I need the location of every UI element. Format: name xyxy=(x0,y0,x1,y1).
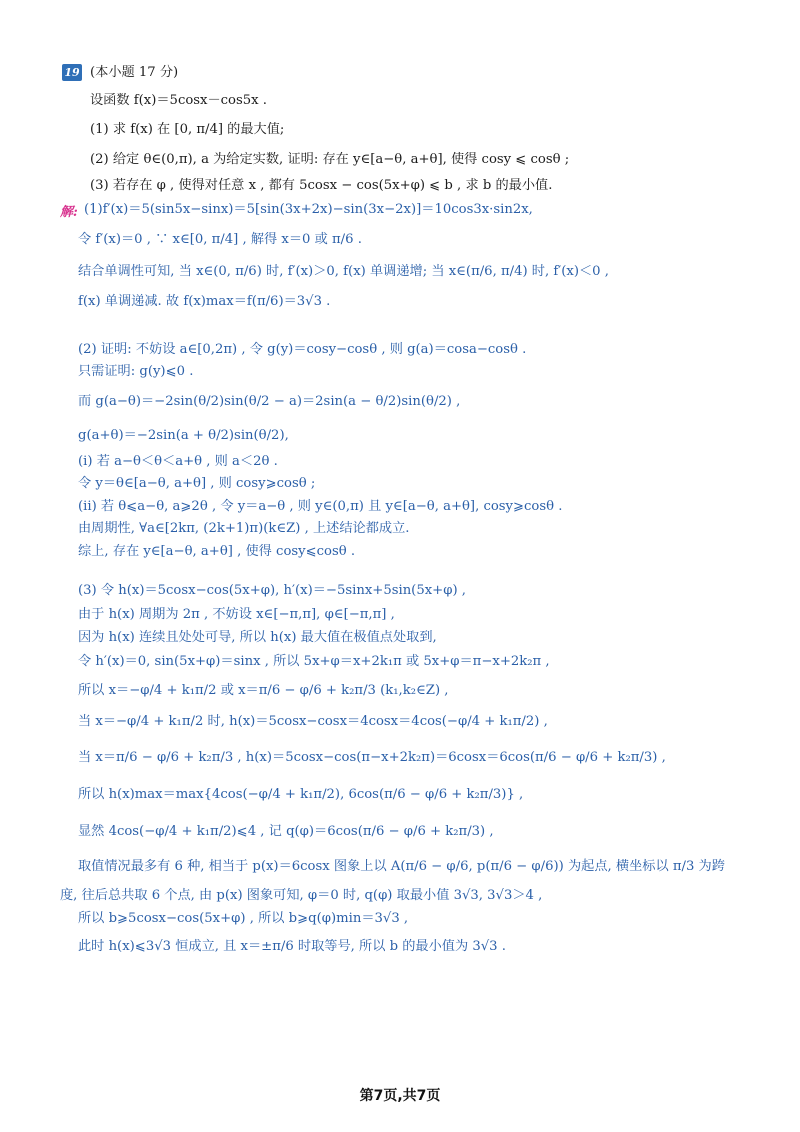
solution-line: 所以 h(x)max＝max{4cos(−φ/4 + k₁π/2), 6cos(π/6 − φ/6 + k₂π/3)} , xyxy=(78,787,524,802)
solution-line: 令 y＝θ∈[a−θ, a+θ] , 则 cosy⩾cosθ ; xyxy=(78,476,316,491)
solution-line: 由周期性, ∀a∈[2kπ, (2k+1)π)(k∈Z) , 上述结论都成立. xyxy=(78,521,410,536)
solution-line: g(a+θ)＝−2sin(a + θ/2)sin(θ/2), xyxy=(78,428,289,443)
solution-line: 取值情况最多有 6 种, 相当于 p(x)＝6cosx 图象上以 A(π/6 − φ/6, p(π/6 − φ/6)) 为起点, 横坐标以 π/3 为跨 xyxy=(78,859,725,874)
solution-line: 而 g(a−θ)＝−2sin(θ/2)sin(θ/2 − a)＝2sin(a − θ/2)sin(θ/2) , xyxy=(78,394,461,409)
solution-label: 解: xyxy=(60,205,78,220)
solution-line: 当 x＝π/6 − φ/6 + k₂π/3 , h(x)＝5cosx−cos(π−x+2k₂π)＝6cosx＝6cos(π/6 − φ/6 + k₂π/3) , xyxy=(78,750,666,765)
solution-line: 由于 h(x) 周期为 2π , 不妨设 x∈[−π,π], φ∈[−π,π] , xyxy=(78,607,395,622)
solution-line: 当 x＝−φ/4 + k₁π/2 时, h(x)＝5cosx−cosx＝4cosx＝4cos(−φ/4 + k₁π/2) , xyxy=(78,714,548,729)
solution-line: 令 f′(x)＝0 , ∵ x∈[0, π/4] , 解得 x＝0 或 π/6 . xyxy=(78,232,362,247)
problem-number-badge: 19 xyxy=(62,64,82,81)
problem-header: (本小题 17 分) xyxy=(90,65,179,80)
problem-line: 设函数 f(x)＝5cosx－cos5x . xyxy=(90,93,267,108)
solution-line: (i) 若 a−θ＜θ＜a+θ , 则 a＜2θ . xyxy=(78,454,278,469)
solution-line: (ii) 若 θ⩽a−θ, a⩾2θ , 令 y＝a−θ , 则 y∈(0,π) 且 y∈[a−θ, a+θ], cosy⩾cosθ . xyxy=(78,499,563,514)
solution-line: 因为 h(x) 连续且处处可导, 所以 h(x) 最大值在极值点处取到, xyxy=(78,630,437,645)
solution-line: (2) 证明: 不妨设 a∈[0,2π) , 令 g(y)＝cosy−cosθ , 则 g(a)＝cosa−cosθ . xyxy=(78,342,527,357)
solution-line: 所以 x＝−φ/4 + k₁π/2 或 x＝π/6 − φ/6 + k₂π/3 (k₁,k₂∈Z) , xyxy=(78,683,449,698)
solution-line: 显然 4cos(−φ/4 + k₁π/2)⩽4 , 记 q(φ)＝6cos(π/6 − φ/6 + k₂π/3) , xyxy=(78,824,494,839)
solution-line: (3) 令 h(x)＝5cosx−cos(5x+φ), h′(x)＝−5sinx+5sin(5x+φ) , xyxy=(78,583,466,598)
problem-line: (2) 给定 θ∈(0,π), a 为给定实数, 证明: 存在 y∈[a−θ, a+θ], 使得 cosy ⩽ cosθ ; xyxy=(90,152,570,167)
solution-line: 令 h′(x)＝0, sin(5x+φ)＝sinx , 所以 5x+φ＝x+2k₁π 或 5x+φ＝π−x+2k₂π , xyxy=(78,654,550,669)
solution-line: 此时 h(x)⩽3√3 恒成立, 且 x＝±π/6 时取等号, 所以 b 的最小值为 3√3 . xyxy=(78,939,506,954)
solution-line: (1)f′(x)＝5(sin5x−sinx)＝5[sin(3x+2x)−sin(3x−2x)]＝10cos3x·sin2x, xyxy=(84,202,533,217)
solution-line: 只需证明: g(y)⩽0 . xyxy=(78,364,194,379)
solution-line: 所以 b⩾5cosx−cos(5x+φ) , 所以 b⩾q(φ)min＝3√3 , xyxy=(78,911,409,926)
solution-line: 综上, 存在 y∈[a−θ, a+θ] , 使得 cosy⩽cosθ . xyxy=(78,544,356,559)
solution-line: f(x) 单调递减. 故 f(x)max＝f(π/6)＝3√3 . xyxy=(78,294,331,309)
page-footer: 第7页,共7页 xyxy=(359,1088,441,1104)
solution-line: 结合单调性可知, 当 x∈(0, π/6) 时, f′(x)＞0, f(x) 单调递增; 当 x∈(π/6, π/4) 时, f′(x)＜0 , xyxy=(78,264,609,279)
problem-line: (3) 若存在 φ , 使得对任意 x , 都有 5cosx − cos(5x+φ) ⩽ b , 求 b 的最小值. xyxy=(90,178,553,193)
solution-line: 度, 往后总共取 6 个点, 由 p(x) 图象可知, φ＝0 时, q(φ) 取最小值 3√3, 3√3＞4 , xyxy=(60,888,543,903)
problem-line: (1) 求 f(x) 在 [0, π/4] 的最大值; xyxy=(90,122,285,137)
